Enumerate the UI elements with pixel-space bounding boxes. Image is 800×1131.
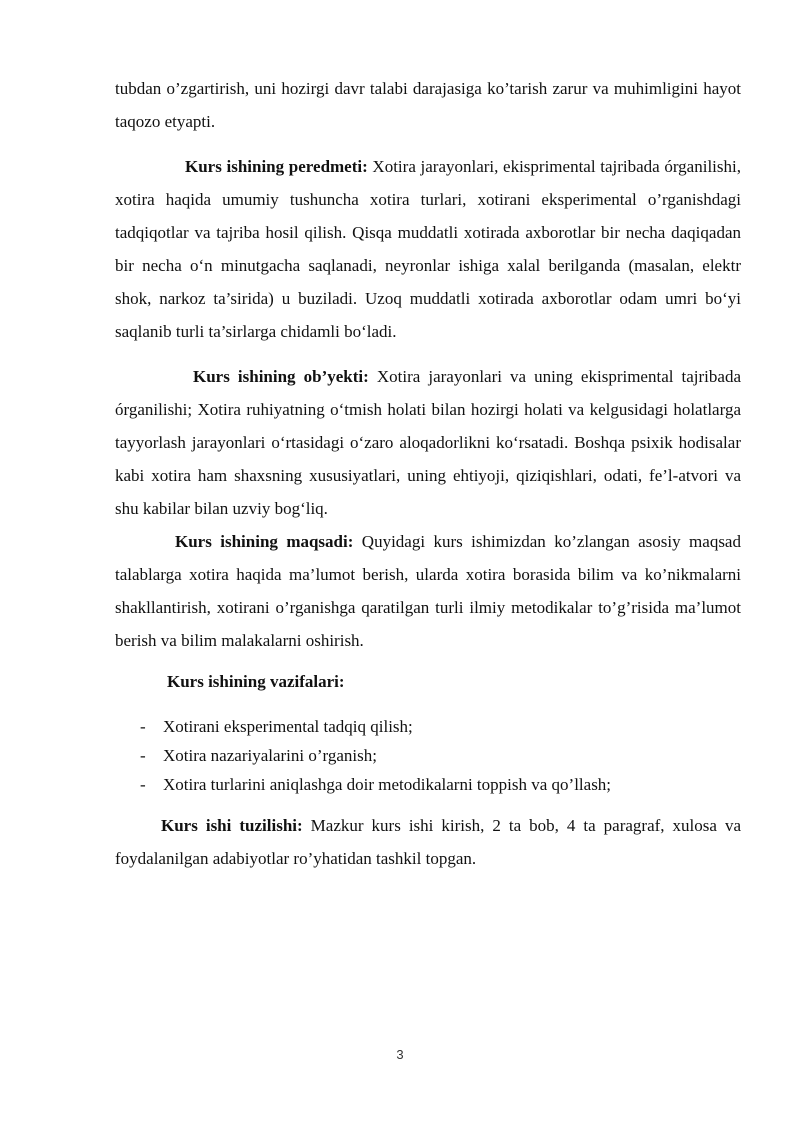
obyekt-text: Xotira jarayonlari va uning ekisprimental tajribada órganilishi; Xotira ruhiyatning o‘tmish holati bilan hozirgi holati va kelgusidagi holatlarga tayyorlash jarayonlari o‘rtasidagi o‘zaro aloqadorlikni ko‘rsatadi. Boshqa psixik hodisalar kabi xotira ham shaxsning xususiyatlari, uning ehtiyoji, qiziqishlari, odati, fe’l-atvori va shu kabilar bilan uzviy bog‘liq. xyxy=(115,367,741,518)
predmet-text: Xotira jarayonlari, ekisprimental tajribada órganilishi, xotira haqida umumiy tushuncha xotira turlari, xotirani eksperimental o’rganishdagi tadqiqotlar va tajriba hosil qilish. Qisqa muddatli xotirada axborotlar bir necha daqiqadan bir necha o‘n minutgacha saqlanadi, neyronlar ishiga xalal berilganda (masalan, elektr shok, narkoz ta’sirida) u buziladi. Uzoq muddatli xotirada axborotlar odam umri bo‘yi saqlanib turli ta’sirlarga chidamli bo‘ladi. xyxy=(115,157,741,341)
list-dash: - xyxy=(140,717,146,736)
task-text: Xotira turlarini aniqlashga doir metodikalarni toppish va qo’llash; xyxy=(163,775,612,794)
intro-text: tubdan o’zgartirish, uni hozirgi davr talabi darajasiga ko’tarish zarur va muhimligini hayot taqozo etyapti. xyxy=(115,79,741,131)
tasks-list xyxy=(115,712,741,799)
intro-paragraph xyxy=(115,72,741,138)
list-item xyxy=(115,770,741,799)
page-number: 3 xyxy=(396,1047,404,1062)
list-dash: - xyxy=(140,746,146,765)
document-page xyxy=(115,72,741,875)
tuzilishi-text: Mazkur kurs ishi kirish, 2 ta bob, 4 ta paragraf, xulosa va foydalanilgan adabiyotlar ro’yhatidan tashkil topgan. xyxy=(115,816,741,868)
maqsad-text: Quyidagi kurs ishimizdan ko’zlangan asosiy maqsad talablarga xotira haqida ma’lumot berish, ularda xotira borasida bilim va ko’nikmalarni shakllantirish, xotirani o’rganishga qaratilgan turli ilmiy metodikalar to’g’risida ma’lumot berish va bilim malakalarni oshirish. xyxy=(115,532,741,650)
list-dash: - xyxy=(140,775,146,794)
tuzilishi-heading: Kurs ishi tuzilishi: xyxy=(161,816,303,835)
predmet-paragraph xyxy=(115,150,741,348)
task-text: Xotirani eksperimental tadqiq qilish; xyxy=(163,717,413,736)
obyekt-paragraph xyxy=(115,360,741,525)
task-text: Xotira nazariyalarini o’rganish; xyxy=(163,746,377,765)
vazifalari-heading: Kurs ishining vazifalari: xyxy=(167,672,345,691)
tuzilishi-paragraph xyxy=(115,809,741,875)
obyekt-heading: Kurs ishining ob’yekti: xyxy=(193,367,369,386)
maqsad-heading: Kurs ishining maqsadi: xyxy=(175,532,354,551)
list-item xyxy=(115,741,741,770)
maqsad-paragraph xyxy=(115,525,741,657)
list-item xyxy=(115,712,741,741)
predmet-heading: Kurs ishining peredmeti: xyxy=(185,157,368,176)
